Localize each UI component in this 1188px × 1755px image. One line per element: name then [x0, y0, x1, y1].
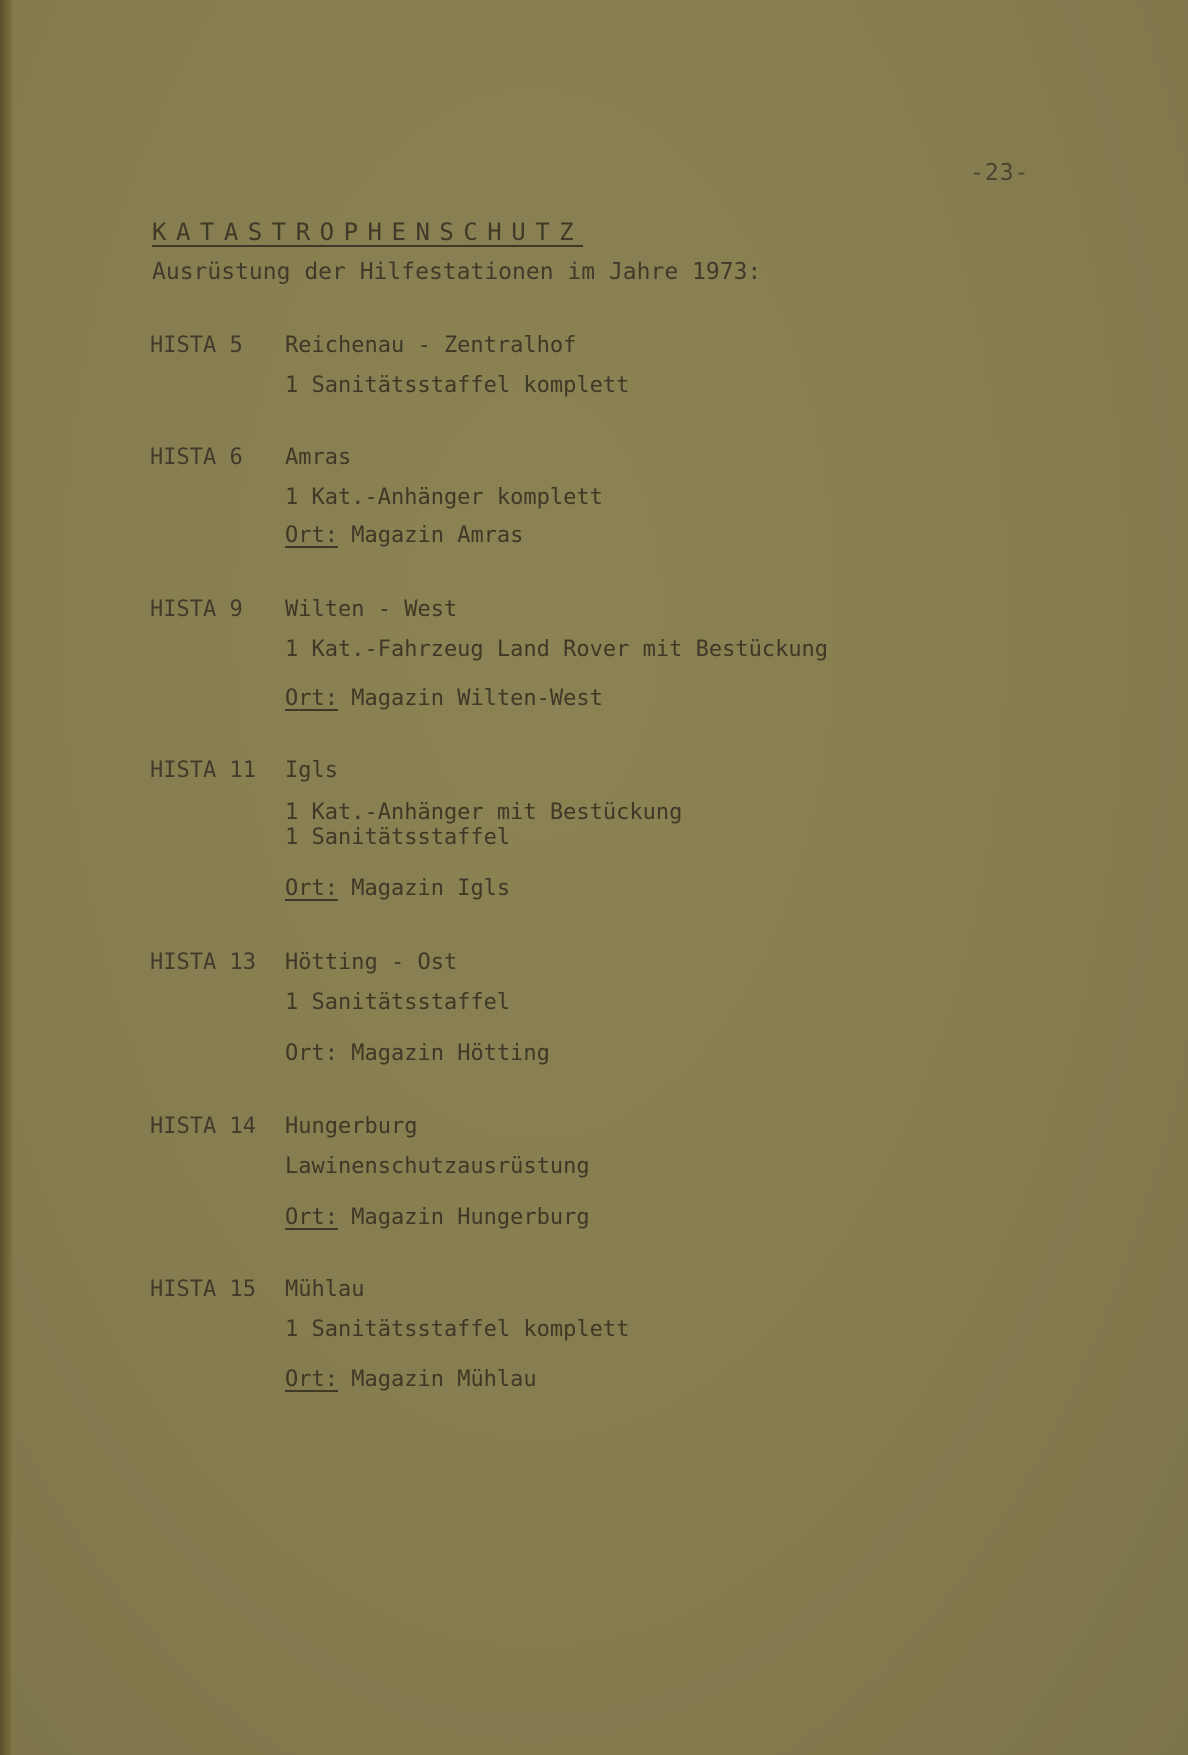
location-value: Magazin Hungerburg	[351, 1205, 590, 1230]
page-number: -23-	[970, 160, 1030, 186]
storage-location	[285, 686, 603, 711]
equipment-item: 1 Sanitätsstaffel	[285, 825, 511, 850]
station-code: HISTA 11	[150, 758, 256, 783]
location-label: Ort:	[285, 876, 338, 901]
section-heading: KATASTROPHENSCHUTZ	[152, 218, 584, 246]
location-label: Ort:	[285, 1041, 338, 1066]
equipment-item: 1 Sanitätsstaffel komplett	[285, 373, 630, 398]
station-code: HISTA 5	[150, 333, 243, 358]
location-label: Ort:	[285, 686, 338, 711]
equipment-item: 1 Kat.-Fahrzeug Land Rover mit Bestückung	[285, 637, 829, 662]
equipment-item: 1 Kat.-Anhänger komplett	[285, 485, 603, 510]
station-code: HISTA 9	[150, 597, 243, 622]
location-label: Ort:	[285, 1367, 338, 1392]
station-code: HISTA 14	[150, 1114, 256, 1139]
storage-location	[285, 523, 523, 548]
binding-edge	[0, 0, 14, 1755]
station-code: HISTA 13	[150, 950, 256, 975]
station-name: Reichenau - Zentralhof	[285, 333, 577, 358]
location-label: Ort:	[285, 1205, 338, 1230]
storage-location	[285, 876, 510, 901]
station-code: HISTA 15	[150, 1277, 256, 1302]
storage-location	[285, 1041, 550, 1066]
station-name: Hungerburg	[285, 1114, 418, 1139]
station-name: Igls	[285, 758, 338, 783]
location-label: Ort:	[285, 523, 338, 548]
location-value: Magazin Wilten-West	[351, 686, 603, 711]
station-name: Wilten - West	[285, 597, 458, 622]
equipment-item: 1 Kat.-Anhänger mit Bestückung	[285, 800, 683, 825]
location-value: Magazin Amras	[351, 523, 524, 548]
equipment-item: 1 Sanitätsstaffel komplett	[285, 1317, 630, 1342]
equipment-item: Lawinenschutzausrüstung	[285, 1154, 590, 1179]
location-value: Magazin Mühlau	[351, 1367, 537, 1392]
equipment-item: 1 Sanitätsstaffel	[285, 990, 511, 1015]
location-value: Magazin Hötting	[351, 1041, 550, 1066]
station-name: Hötting - Ost	[285, 950, 458, 975]
station-code: HISTA 6	[150, 445, 243, 470]
section-subtitle: Ausrüstung der Hilfestationen im Jahre 1973:	[152, 259, 762, 285]
station-name: Amras	[285, 445, 352, 470]
location-value: Magazin Igls	[351, 876, 511, 901]
storage-location	[285, 1367, 537, 1392]
station-name: Mühlau	[285, 1277, 365, 1302]
storage-location	[285, 1205, 590, 1230]
